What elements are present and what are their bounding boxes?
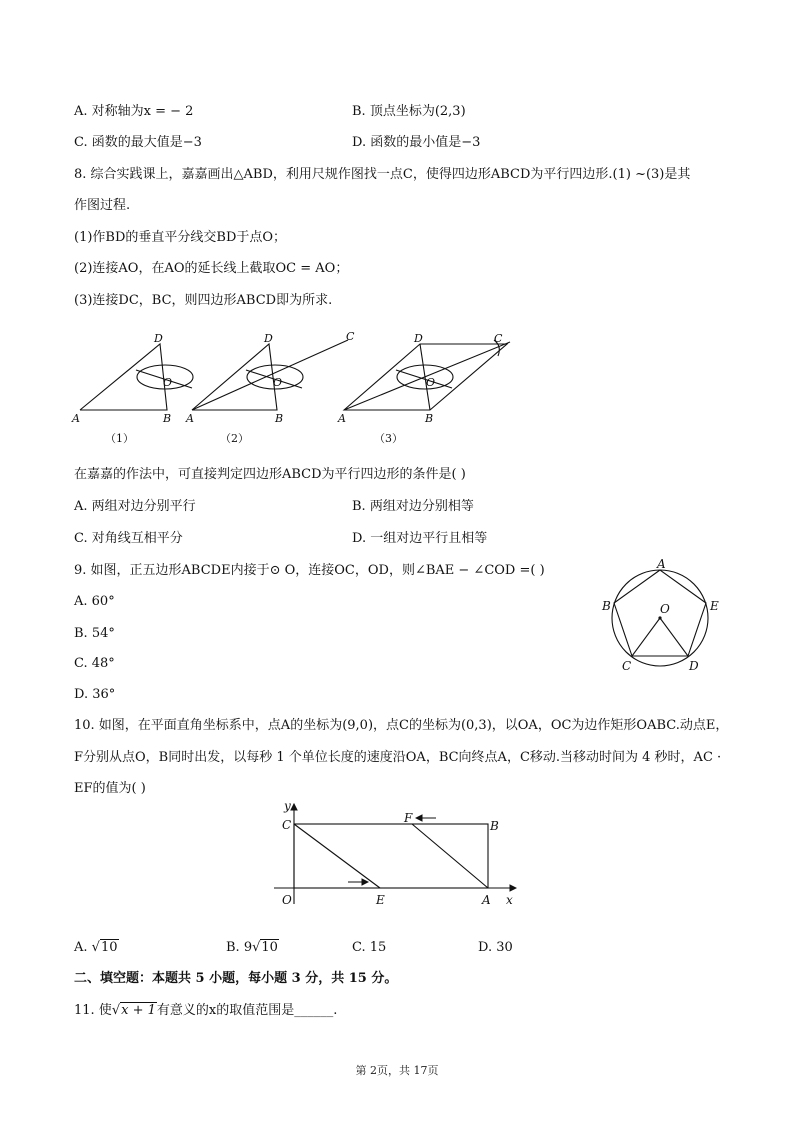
q8-stem-line1: 8. 综合实践课上，嘉嘉画出△ABD，利用尺规作图找一点C，使得四边形ABCD为平行四边形.(1) ~(3)是其 — [74, 167, 691, 182]
sqrt-sign: √ — [111, 1003, 121, 1018]
fig3-label-a: A — [338, 412, 346, 425]
q9-segment-od — [660, 618, 688, 656]
fig1-label-d: D — [154, 332, 163, 345]
q10-option-a-radicand: 10 — [100, 940, 118, 955]
q7-option-a: A. 对称轴为x = − 2 — [74, 104, 194, 119]
q7-option-b: B. 顶点坐标为(2,3) — [352, 104, 466, 119]
q10-label-b: B — [490, 819, 499, 833]
q10-stem-line3: EF的值为( ) — [74, 781, 146, 796]
q9-option-b: B. 54° — [74, 626, 115, 641]
q8-question: 在嘉嘉的作法中，可直接判定四边形ABCD为平行四边形的条件是( ) — [74, 467, 466, 482]
q10-label-x: x — [506, 893, 513, 907]
q11-suffix: 有意义的x的取值范围是______. — [156, 1003, 338, 1018]
q7-option-c: C. 函数的最大值是−3 — [74, 135, 202, 150]
q10-label-e: E — [376, 893, 385, 907]
q10-label-c: C — [282, 818, 292, 832]
q8-fig1-caption: （1） — [105, 432, 134, 445]
q10-label-o: O — [282, 893, 292, 907]
q10-rectangle — [294, 824, 488, 888]
q9-label-e: E — [710, 599, 719, 613]
q10-option-a — [74, 939, 119, 957]
fig2-label-o: O — [273, 376, 283, 389]
q10-label-f: F — [404, 811, 413, 825]
fig1-label-b: B — [163, 412, 172, 425]
page-footer: 第 2页，共 17页 — [355, 1064, 439, 1077]
fig3-label-c: C — [494, 332, 503, 345]
fig3-label-o: O — [426, 376, 436, 389]
q10-label-a: A — [482, 893, 491, 907]
q8-step2: (2)连接AO，在AO的延长线上截取OC = AO； — [74, 261, 349, 276]
q10-option-a-prefix: A. — [74, 940, 92, 955]
fig3-label-d: D — [414, 332, 423, 345]
q8-step1: (1)作BD的垂直平分线交BD于点O； — [74, 230, 287, 245]
q10-label-y: y — [284, 800, 291, 813]
q10-figure — [270, 800, 530, 910]
q10-option-c: C. 15 — [352, 940, 387, 955]
q8-stem-line2: 作图过程. — [74, 198, 131, 213]
q9-option-d: D. 36° — [74, 687, 116, 702]
fig1-label-o: O — [163, 376, 173, 389]
section-fill-in-heading: 二、填空题：本题共 5 小题，每小题 3 分，共 15 分。 — [74, 971, 398, 986]
q9-center-dot — [658, 616, 661, 619]
q11-prefix: 11. 使 — [74, 1003, 112, 1018]
q10-stem-line2: F分别从点O，B同时出发，以每秒 1 个单位长度的速度沿OA，BC向终点A，C移动.当移动时间为 4 秒时，AC · — [74, 750, 722, 765]
sqrt-sign: √ — [91, 940, 100, 955]
q9-label-d: D — [689, 659, 699, 673]
q10-segment-ce — [294, 824, 380, 888]
fig2-label-b: B — [275, 412, 284, 425]
q9-segment-oc — [632, 618, 660, 656]
q8-option-a: A. 两组对边分别平行 — [74, 499, 196, 514]
q8-fig2-caption: （2） — [220, 432, 249, 445]
q8-option-c: C. 对角线互相平分 — [74, 531, 183, 546]
q9-label-c: C — [622, 659, 632, 673]
fig2-label-c: C — [346, 330, 355, 343]
q8-fig3-caption: （3） — [374, 432, 403, 445]
q9-label-o: O — [660, 602, 670, 616]
q8-option-b: B. 两组对边分别相等 — [352, 499, 474, 514]
q9-label-a: A — [657, 557, 666, 571]
q8-figures — [70, 326, 530, 448]
q9-option-a: A. 60° — [74, 594, 115, 609]
q10-segment-fa — [412, 824, 488, 888]
q9-option-c: C. 48° — [74, 656, 115, 671]
fig3-label-b: B — [425, 412, 434, 425]
fig2-label-a: A — [186, 412, 194, 425]
q7-option-d: D. 函数的最小值是−3 — [352, 135, 481, 150]
fig1-triangle — [80, 344, 167, 410]
q9-stem: 9. 如图，正五边形ABCDE内接于⊙ O，连接OC，OD，则∠BAE − ∠COD =( ) — [74, 563, 545, 578]
q10-option-b — [226, 939, 279, 957]
q10-option-b-prefix: B. 9 — [226, 940, 253, 955]
q11-radicand: x + 1 — [121, 1003, 156, 1018]
q9-figure — [594, 556, 734, 681]
fig2-label-d: D — [264, 332, 273, 345]
q8-option-d: D. 一组对边平行且相等 — [352, 531, 488, 546]
sqrt-sign: √ — [252, 940, 261, 955]
q11-stem — [74, 1002, 337, 1020]
q8-step3: (3)连接DC，BC，则四边形ABCD即为所求. — [74, 293, 333, 308]
fig1-label-a: A — [72, 412, 80, 425]
q10-stem-line1: 10. 如图，在平面直角坐标系中，点A的坐标为(9,0)，点C的坐标为(0,3)，以OA，OC为边作矩形OABC.动点E， — [74, 718, 729, 733]
q9-label-b: B — [602, 599, 611, 613]
q10-option-d: D. 30 — [478, 940, 513, 955]
q10-option-b-radicand: 10 — [261, 940, 278, 955]
